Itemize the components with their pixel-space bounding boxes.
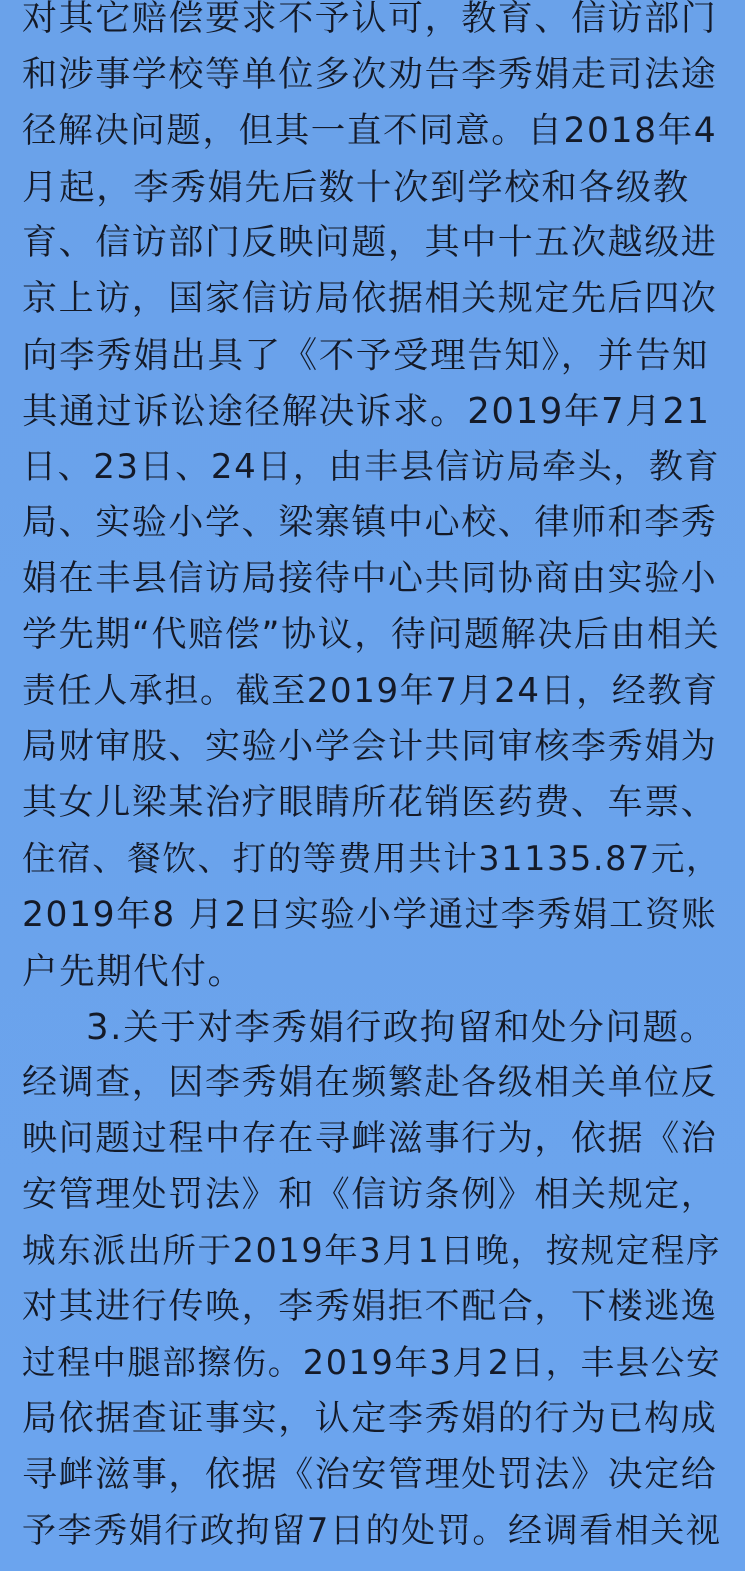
text-line: 责任人承担。截至2019年7月24日，经教育: [22, 671, 719, 711]
text-line: 对其进行传唤，李秀娟拒不配合，下楼逃逸: [22, 1287, 718, 1327]
text-line: 向李秀娟出具了《不予受理告知》，并告知: [22, 335, 710, 376]
text-line: 户先期代付。: [22, 951, 245, 992]
text-line: 娟在丰县信访局接待中心共同协商由实验小: [22, 559, 718, 599]
text-line: 局依据查证事实，认定李秀娟的行为已构成: [22, 1399, 718, 1439]
text-line: 日、23日、24日，由丰县信访局牵头，教育: [22, 447, 721, 487]
text-line: 住宿、餐饮、打的等费用共计31135.87元，: [22, 839, 722, 878]
section-heading: 3.关于对李秀娟行政拘留和处分问题。: [86, 1007, 717, 1048]
text-line: 京上访，国家信访局依据相关规定先后四次: [22, 279, 718, 319]
text-line: 城东派出所于2019年3月1日晚，按规定程序: [22, 1231, 722, 1270]
text-line: 月起，李秀娟先后数十次到学校和各级教: [22, 167, 690, 208]
text-line: 2019年8 月2日实验小学通过李秀娟工资账: [22, 895, 718, 935]
text-line: 其通过诉讼途径解决诉求。2019年7月21: [22, 391, 711, 432]
text-line: 径解决问题，但其一直不同意。自2018年4: [22, 111, 718, 151]
text-line: 对其它赔偿要求不予认可，教育、信访部门: [22, 0, 718, 39]
text-line: 育、信访部门反映问题，其中十五次越级进: [22, 223, 718, 263]
text-line: 予李秀娟行政拘留7日的处罚。经调看相关视: [22, 1511, 722, 1551]
text-line: 过程中腿部擦伤。2019年3月2日，丰县公安: [22, 1343, 722, 1382]
text-line: 其女儿梁某治疗眼睛所花销医药费、车票、: [22, 783, 718, 823]
text-line: 经调查，因李秀娟在频繁赴各级相关单位反: [22, 1063, 718, 1103]
text-line: 和涉事学校等单位多次劝告李秀娟走司法途: [22, 55, 718, 95]
text-line: 局、实验小学、梁寨镇中心校、律师和李秀: [22, 503, 718, 543]
text-line: 学先期“代赔偿”协议，待问题解决后由相关: [22, 615, 721, 655]
text-line: 安管理处罚法》和《信访条例》相关规定，: [22, 1175, 718, 1215]
text-line: 映问题过程中存在寻衅滋事行为，依据《治: [22, 1119, 718, 1159]
text-line: 寻衅滋事，依据《治安管理处罚法》决定给: [22, 1455, 718, 1495]
text-line: 局财审股、实验小学会计共同审核李秀娟为: [22, 727, 718, 767]
